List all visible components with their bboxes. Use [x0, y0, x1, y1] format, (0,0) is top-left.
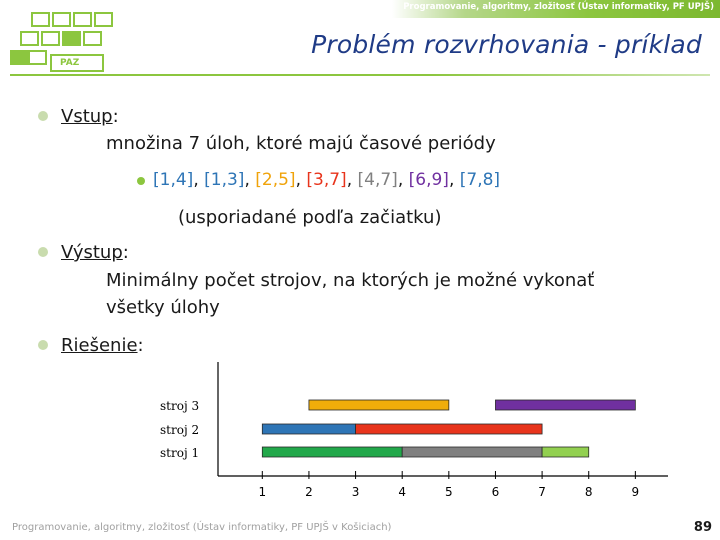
input-description: množina 7 úloh, ktoré majú časové periódy	[106, 133, 496, 154]
interval-item: [1,4]	[153, 170, 194, 190]
schedule-chart-svg	[150, 358, 670, 526]
interval-item: [2,5]	[255, 170, 296, 190]
x-tick-label: 3	[351, 485, 360, 499]
x-tick-label: 4	[398, 485, 407, 499]
slide-title: Problém rozvrhovania - príklad	[311, 30, 702, 59]
output-line-2: všetky úlohy	[106, 297, 220, 318]
top-banner	[392, 0, 720, 18]
task-bar	[262, 424, 355, 434]
sorted-note: (usporiadané podľa začiatku)	[178, 207, 442, 228]
interval-item: [1,3]	[204, 170, 245, 190]
footer-text: Programovanie, algoritmy, zložitosť (Ústav informatiky, PF UPJŠ v Košiciach)	[12, 522, 392, 533]
interval-item: [4,7]	[357, 170, 398, 190]
interval-item: [7,8]	[459, 170, 501, 190]
x-tick-label: 9	[631, 485, 640, 499]
interval-separator: ,	[448, 170, 460, 190]
interval-item: [3,7]	[306, 170, 347, 190]
solution-label: Riešenie	[61, 335, 138, 356]
x-tick-label: 1	[258, 485, 267, 499]
input-label: Vstup	[61, 106, 113, 127]
interval-separator: ,	[346, 170, 358, 190]
machine-label: stroj 1	[160, 446, 200, 460]
task-bar	[262, 447, 402, 457]
interval-separator: ,	[397, 170, 409, 190]
output-line-1: Minimálny počet strojov, na ktorých je možné vykonať	[106, 270, 595, 291]
bullet-icon	[38, 111, 48, 121]
machine-label: stroj 2	[160, 423, 200, 437]
bullet-icon	[38, 340, 48, 350]
interval-list	[153, 170, 500, 190]
task-bar	[495, 400, 635, 410]
logo-label: PAZ	[50, 54, 104, 72]
machine-label: stroj 3	[160, 399, 200, 413]
page-number: 89	[693, 520, 712, 535]
task-bar	[356, 424, 543, 434]
interval-item: [6,9]	[408, 170, 449, 190]
task-bar	[402, 447, 542, 457]
x-tick-label: 6	[491, 485, 500, 499]
interval-separator: ,	[193, 170, 205, 190]
bullet-icon	[38, 247, 48, 257]
x-tick-label: 7	[538, 485, 546, 499]
x-tick-label: 8	[584, 485, 593, 499]
interval-separator: ,	[295, 170, 307, 190]
solution-heading: Riešenie:	[61, 335, 144, 356]
output-label: Výstup	[61, 242, 123, 263]
output-heading: Výstup:	[61, 242, 129, 263]
task-bar	[309, 400, 449, 410]
paz-logo	[10, 10, 114, 76]
bullet-icon	[137, 177, 145, 185]
input-heading: Vstup:	[61, 106, 119, 127]
interval-separator: ,	[244, 170, 256, 190]
title-divider	[10, 74, 710, 76]
task-bar	[542, 447, 589, 457]
banner-text: Programovanie, algoritmy, zložitosť (Ústav informatiky, PF UPJŠ)	[403, 2, 714, 12]
x-tick-label: 5	[445, 485, 453, 499]
schedule-chart	[150, 358, 670, 526]
x-tick-label: 2	[305, 485, 313, 499]
